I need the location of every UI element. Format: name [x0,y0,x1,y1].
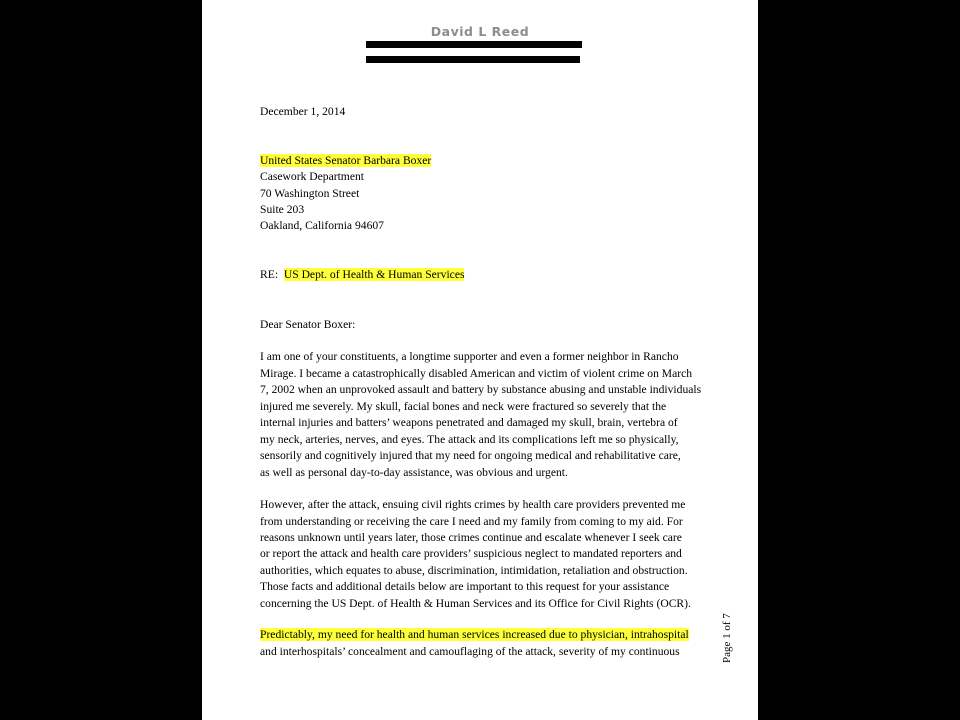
paragraph-line: or report the attack and health care providers’ suspicious neglect to mandated reporters and [260,547,682,560]
paragraph-line-highlighted: Predictably, my need for health and human services increased due to physician, intrahospital [260,628,689,641]
paragraph-line: I am one of your constituents, a longtime supporter and even a former neighbor in Rancho [260,350,679,363]
paragraph-line: concerning the US Dept. of Health & Human Services and its Office for Civil Rights (OCR). [260,597,691,610]
recipient-name: United States Senator Barbara Boxer [260,154,432,167]
paragraph-line: from understanding or receiving the care I need and my family from coming to my aid. For [260,515,683,528]
paragraph-line: 7, 2002 when an unprovoked assault and battery by substance abusing and unstable individuals [260,383,702,396]
paragraph-line: However, after the attack, ensuing civil rights crimes by health care providers prevented me [260,498,686,511]
paragraph-line: as well as personal day-to-day assistance, was obvious and urgent. [260,466,568,479]
page-number: Page 1 of 7 [721,613,733,663]
paragraph-line: Those facts and additional details below are important to this request for your assistance [260,580,670,593]
salutation: Dear Senator Boxer: [260,318,356,331]
recipient-suite: Suite 203 [260,203,305,216]
recipient-department: Casework Department [260,170,364,183]
paragraph-line: reasons unknown until years later, those crimes continue and escalate whenever I seek care [260,531,682,544]
letter-body [260,0,705,720]
paragraph-line: Mirage. I became a catastrophically disabled American and victim of violent crime on March [260,367,693,380]
letter-page [202,0,758,720]
paragraph-line: sensorily and cognitively injured that my need for ongoing medical and rehabilitative care, [260,449,681,462]
re-line [260,268,464,282]
paragraph-line: authorities, which equates to abuse, discrimination, intimidation, retaliation and obstruction. [260,564,688,577]
paragraph-line: and interhospitals’ concealment and camouflaging of the attack, severity of my continuous [260,645,680,658]
re-label: RE: [260,268,279,281]
letterhead-name: David L Reed [430,24,530,39]
re-subject: US Dept. of Health & Human Services [283,268,465,281]
letter-date: December 1, 2014 [260,105,346,118]
paragraph-line: internal injuries and batters’ weapons penetrated and damaged my skull, brain, vertebra of [260,416,678,429]
paragraph-line: my neck, arteries, nerves, and eyes. The attack and its complications left me so physically, [260,433,679,446]
recipient-city: Oakland, California 94607 [260,219,384,232]
paragraph-line: injured me severely. My skull, facial bones and neck were fractured so severely that the [260,400,667,413]
recipient-street: 70 Washington Street [260,187,360,200]
